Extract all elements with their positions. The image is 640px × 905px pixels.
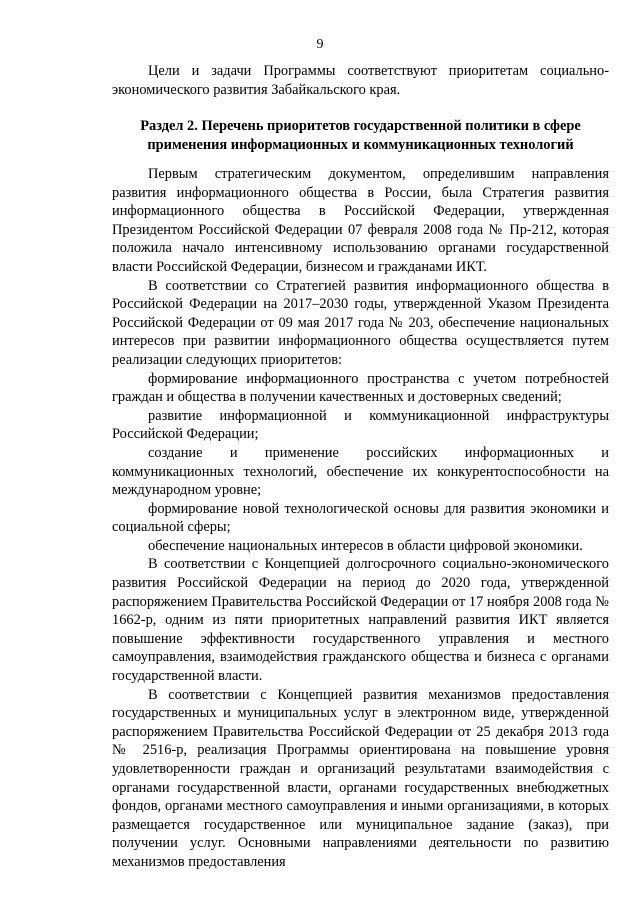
- page-number: 9: [316, 37, 324, 52]
- list-item-priority: создание и применение российских информационных и коммуникационных технологий, обеспечение их конкурентоспособности на международном уровне;: [112, 444, 609, 499]
- paragraph: Первым стратегическим документом, определившим направления развития информационного общества в России, была Стратегия развития информационного общества в Российской Федерации, утвержденная Президентом Российской Федерации 07 февраля 2008 года № Пр-212, которая положила начало интенсивному использованию органами государственной власти Российской Федерации, бизнесом и гражданами ИКТ.: [112, 166, 609, 275]
- intro-block: [112, 62, 609, 99]
- list-item-priority: обеспечение национальных интересов в области цифровой экономики.: [148, 537, 583, 554]
- list-item-priority: развитие информационной и коммуникационной инфраструктуры Российской Федерации;: [112, 407, 609, 443]
- list-item-priority: формирование информационного пространства с учетом потребностей граждан и общества в получении качественных и достоверных сведений;: [112, 370, 609, 406]
- paragraph: В соответствии с Концепцией долгосрочного социально-экономического развития Российской Федерации на период до 2020 года, утвержденной распоряжением Правительства Российской Федерации от 17 ноября 2008 года № 1662-р, одним из пяти приоритетных направлений развития ИКТ является повышение эффективности государственного управления и местного самоуправления, взаимодействия гражданского общества и бизнеса с органами государственной власти.: [112, 556, 609, 685]
- intro-paragraph: Цели и задачи Программы соответствуют приоритетам социально-экономического развития Забайкальского края.: [112, 63, 609, 98]
- paragraph: В соответствии с Концепцией развития механизмов предоставления государственных и муниципальных услуг в электронном виде, утвержденной распоряжением Правительства Российской Федерации от 25 декабря 2013 года № 2516-р, реализация Программы ориентирована на повышение уровня удовлетворенности граждан и организаций результатами взаимодействия с органами государственной власти, органами государственных внебюджетных фондов, органами местного самоуправления и иными организациями, в которых размещается государственное или муниципальное задание (заказ), при получении услуг. Основными направлениями деятельности по развитию механизмов предоставления: [112, 686, 609, 870]
- paragraph: В соответствии со Стратегией развития информационного общества в Российской Федерации на 2017–2030 годы, утвержденной Указом Президента Российской Федерации от 09 мая 2017 года № 203, обеспечение национальных интересов при развитии информационного общества осуществляется путем реализации следующих приоритетов:: [112, 277, 609, 368]
- section-heading: Раздел 2. Перечень приоритетов государственной политики в сфере применения информационных и коммуникационных технологий: [140, 118, 581, 153]
- list-item-priority: формирование новой технологической основы для развития экономики и социальной сферы;: [112, 500, 609, 536]
- section-body: [112, 165, 609, 872]
